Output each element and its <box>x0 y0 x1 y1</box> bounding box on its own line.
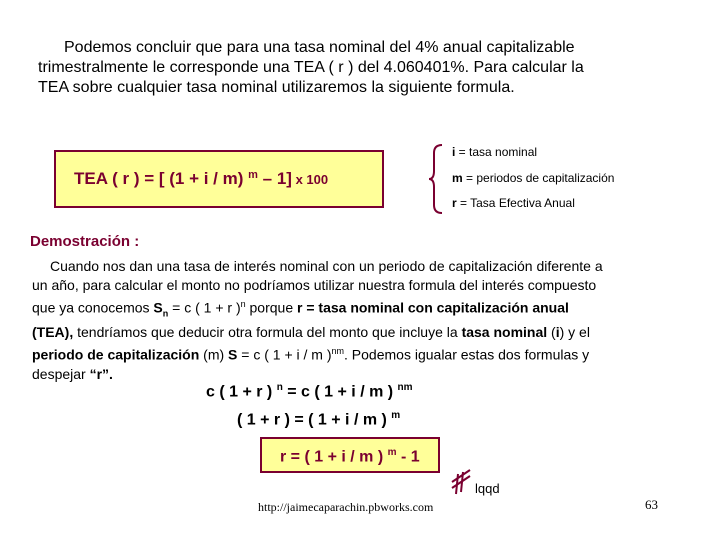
demo-l3d: = c ( 1 + r ) <box>168 299 241 316</box>
demo-l4f: ) y el <box>559 324 590 341</box>
legend-item-r <box>452 196 575 210</box>
result-formula <box>280 447 420 466</box>
footer-url: http://jaimecaparachin.pbworks.com <box>258 500 434 514</box>
equation-1 <box>206 382 413 401</box>
demo-l5a: periodo de capitalización <box>32 347 200 364</box>
result-c: - 1 <box>396 448 420 466</box>
demo-line-2: un año, para calcular el monto no podríamos utilizar nuestra formula del interés compuesto <box>32 277 597 293</box>
formula-exponent: m <box>248 169 258 181</box>
legend-var-r: r <box>452 196 457 210</box>
demo-paragraph <box>32 257 692 384</box>
demo-l4d: ( <box>547 324 556 341</box>
demo-l5f: . Podemos igualar estas dos formulas y <box>344 347 590 364</box>
left-brace-icon <box>428 143 444 215</box>
demo-line-4 <box>32 323 692 342</box>
legend-var-m: m <box>452 171 463 185</box>
result-b: m <box>387 447 397 458</box>
demo-l4e: i <box>555 324 560 341</box>
intro-line-1: Podemos concluir que para una tasa nominal del 4% anual capitalizable <box>64 39 575 56</box>
demo-l3b: S <box>153 299 163 316</box>
demo-l3c: n <box>162 308 169 319</box>
formula-tail: x 100 <box>291 172 329 187</box>
demo-title: Demostración : <box>30 233 140 250</box>
demo-l4b: tendríamos que deducir otra formula del monto que incluye la <box>73 324 462 341</box>
eq1-d: nm <box>397 382 413 393</box>
legend-text-r: = Tasa Efectiva Anual <box>456 196 575 210</box>
demo-l4a: (TEA), <box>32 324 74 341</box>
lqqd-label: lqqd <box>475 481 500 496</box>
demo-line-1: Cuando nos dan una tasa de interés nominal con un periodo de capitalización diferente a <box>50 258 603 274</box>
demo-l3e: n <box>240 299 246 309</box>
formula-main: TEA ( r ) = [ (1 + i / m) <box>74 169 244 188</box>
result-box <box>260 437 440 473</box>
demo-l4c: tasa nominal <box>461 324 548 341</box>
eq1-b: n <box>276 382 283 393</box>
legend-text-i: = tasa nominal <box>455 145 538 159</box>
demo-line-5 <box>32 342 692 365</box>
demo-l5c: S <box>228 347 238 364</box>
eq2-b: m <box>391 410 401 421</box>
demo-l6b: “r”. <box>89 366 113 383</box>
eq1-a: c ( 1 + r ) <box>206 383 273 401</box>
intro-paragraph <box>38 38 688 98</box>
eq2-a: ( 1 + r ) = ( 1 + i / m ) <box>237 411 387 429</box>
tea-formula <box>74 169 328 189</box>
page-number: 63 <box>645 497 658 512</box>
demo-l5d: = c ( 1 + i / m ) <box>237 347 332 364</box>
demo-line-3 <box>32 295 692 323</box>
demo-l3f: porque <box>245 299 297 316</box>
legend-text-m: = periodos de capitalización <box>462 171 615 185</box>
demo-l3a: que ya conocemos <box>32 299 154 316</box>
formula-rest: – 1] <box>257 169 292 188</box>
legend-item-i <box>452 145 537 159</box>
legend-item-m <box>452 171 614 185</box>
demo-l5e: nm <box>331 346 345 357</box>
demo-l5b: (m) <box>199 347 229 364</box>
double-slash-icon <box>448 466 472 496</box>
eq1-c: = c ( 1 + i / m ) <box>282 383 394 401</box>
result-a: r = ( 1 + i / m ) <box>280 448 384 466</box>
equation-2 <box>237 410 400 429</box>
legend-var-i: i <box>452 145 456 159</box>
demo-l6a: despejar <box>32 366 90 383</box>
intro-line-3: TEA sobre cualquier tasa nominal utilizaremos la siguiente formula. <box>38 79 515 96</box>
intro-line-2: trimestralmente le corresponde una TEA ( r ) del 4.060401%. Para calcular la <box>38 59 584 76</box>
demo-l3g: r = tasa nominal con capitalización anual <box>297 299 569 316</box>
tea-formula-box <box>54 150 384 208</box>
